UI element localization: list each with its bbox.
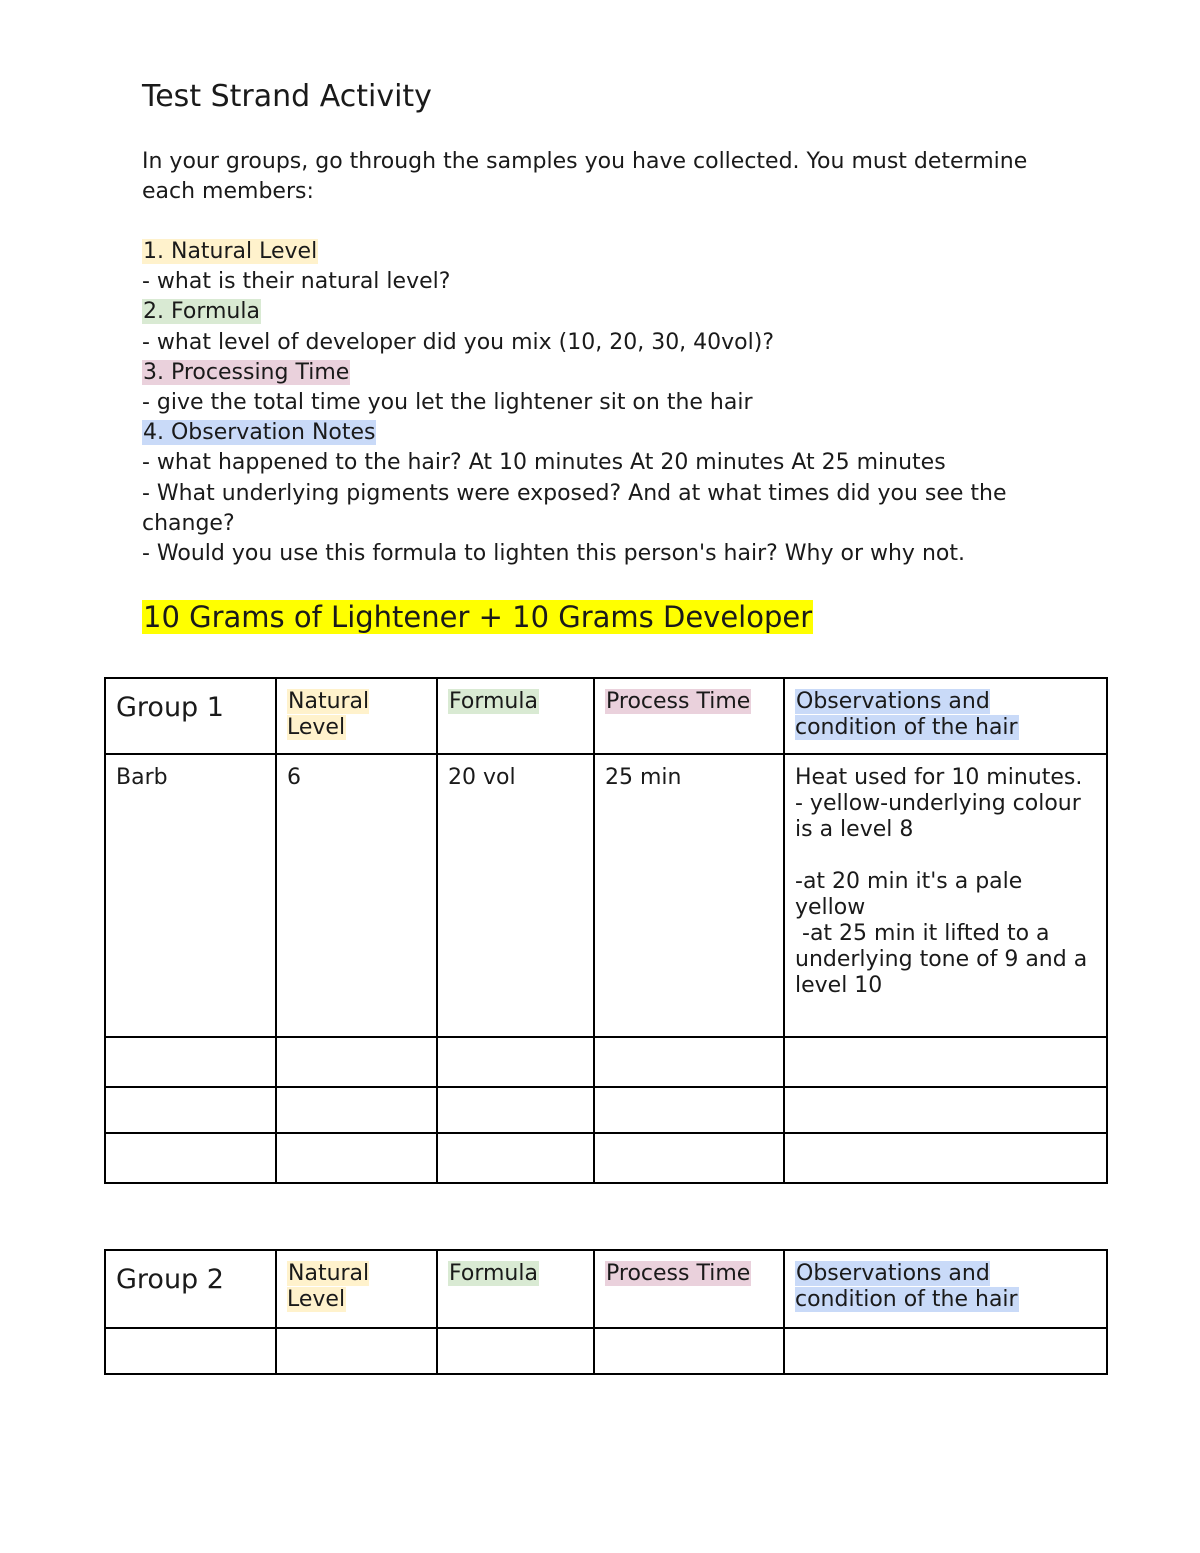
observation-spacer	[795, 843, 1096, 869]
header-process-time: Process Time	[594, 678, 784, 754]
observations-value	[784, 754, 1107, 1037]
formula-value[interactable]	[437, 1328, 594, 1374]
natural-level-value[interactable]	[276, 1328, 437, 1374]
section-natural-level	[142, 237, 1082, 267]
observations-value[interactable]	[784, 1037, 1107, 1087]
table-row	[105, 754, 1107, 1037]
section-note: - Would you use this formula to lighten this person's hair? Why or why not.	[142, 541, 965, 567]
observations-value[interactable]	[784, 1087, 1107, 1133]
process-time-value[interactable]	[594, 1133, 784, 1183]
header-natural-level: Natural Level	[276, 1250, 437, 1328]
formula-value[interactable]	[437, 1037, 594, 1087]
observation-line: - yellow-underlying colour is a level 8	[795, 791, 1081, 842]
member-name[interactable]	[105, 1037, 276, 1087]
member-name[interactable]	[105, 1087, 276, 1133]
process-time-value: 25 min	[594, 754, 784, 1037]
group-1-table	[104, 677, 1108, 1184]
group-name: Group 2	[105, 1250, 276, 1328]
page-title: Test Strand Activity	[142, 79, 432, 114]
formula-value[interactable]	[437, 1133, 594, 1183]
natural-level-value: 6	[276, 754, 437, 1037]
member-name[interactable]	[105, 1328, 276, 1374]
natural-level-value[interactable]	[276, 1087, 437, 1133]
recipe-heading	[142, 598, 813, 636]
section-heading: 3. Processing Time	[143, 359, 350, 385]
header-natural-level: Natural Level	[276, 678, 437, 754]
natural-level-value[interactable]	[276, 1037, 437, 1087]
section-observation-notes	[142, 418, 1082, 448]
section-note: - What underlying pigments were exposed? And at what times did you see the change?	[142, 480, 1007, 536]
section-processing-time	[142, 358, 1082, 388]
section-heading: 2. Formula	[143, 299, 260, 325]
member-name[interactable]	[105, 1133, 276, 1183]
process-time-value[interactable]	[594, 1087, 784, 1133]
section-heading: 1. Natural Level	[143, 239, 318, 264]
header-process-time: Process Time	[594, 1250, 784, 1328]
header-observations: Observations and condition of the hair	[784, 1250, 1107, 1328]
section-note: - what is their natural level?	[142, 269, 451, 295]
observation-line: -at 25 min it lifted to a underlying tone of 9 and a level 10	[795, 921, 1095, 998]
intro-text: In your groups, go through the samples you have collected. You must determine each members:	[142, 149, 1028, 204]
section-formula	[142, 297, 1082, 327]
header-formula: Formula	[437, 678, 594, 754]
member-name: Barb	[105, 754, 276, 1037]
section-heading: 4. Observation Notes	[143, 420, 376, 446]
header-observations: Observations and condition of the hair	[784, 678, 1107, 754]
table-row	[105, 1087, 1107, 1133]
group-2-table	[104, 1249, 1108, 1375]
process-time-value[interactable]	[594, 1328, 784, 1374]
observation-line: Heat used for 10 minutes.	[795, 765, 1083, 790]
header-formula: Formula	[437, 1250, 594, 1328]
table-header-row	[105, 678, 1107, 754]
observations-value[interactable]	[784, 1328, 1107, 1374]
observations-value[interactable]	[784, 1133, 1107, 1183]
section-note: - give the total time you let the lightener sit on the hair	[142, 390, 753, 416]
instruction-list	[142, 237, 1082, 569]
formula-value[interactable]	[437, 1087, 594, 1133]
table-row	[105, 1037, 1107, 1087]
section-note: - what level of developer did you mix (10, 20, 30, 40vol)?	[142, 329, 775, 355]
table-row	[105, 1328, 1107, 1374]
group-name: Group 1	[105, 678, 276, 754]
recipe-text: 10 Grams of Lightener + 10 Grams Developer	[143, 600, 813, 634]
process-time-value[interactable]	[594, 1037, 784, 1087]
table-header-row	[105, 1250, 1107, 1328]
table-row	[105, 1133, 1107, 1183]
section-note: - what happened to the hair? At 10 minutes At 20 minutes At 25 minutes	[142, 450, 946, 476]
natural-level-value[interactable]	[276, 1133, 437, 1183]
observation-line: -at 20 min it's a pale yellow	[795, 869, 1023, 920]
formula-value: 20 vol	[437, 754, 594, 1037]
